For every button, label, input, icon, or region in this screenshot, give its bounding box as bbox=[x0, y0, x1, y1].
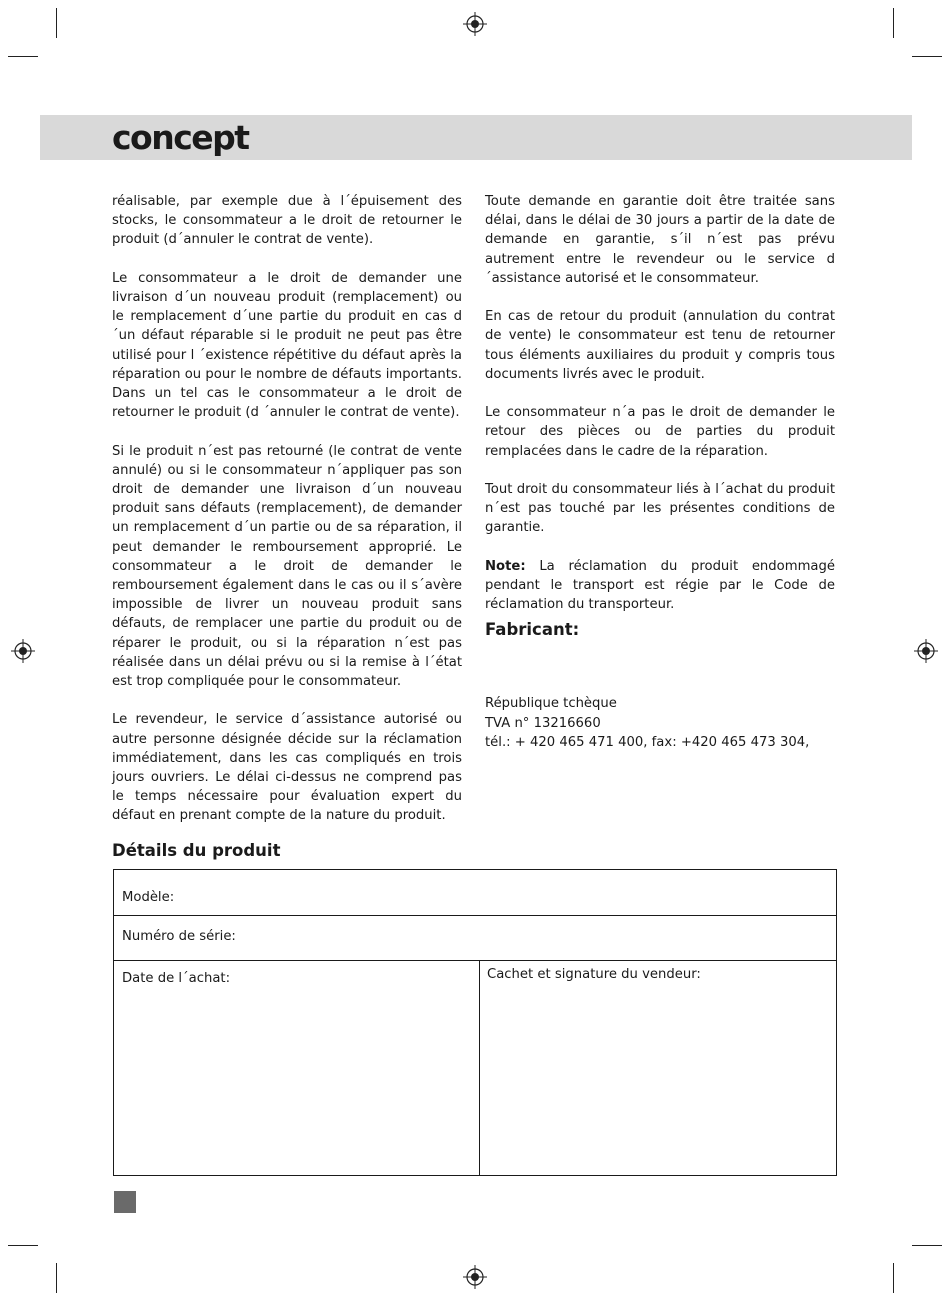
stamp-label: Cachet et signature du vendeur: bbox=[487, 967, 701, 982]
crop-mark bbox=[893, 1263, 894, 1293]
address-vat: TVA n° 13216660 bbox=[485, 715, 601, 731]
paragraph: Le consommateur n´a pas le droit de demander le retour des pièces ou de parties du produit remplacées dans le cadre de la réparation. bbox=[485, 405, 835, 459]
crop-mark bbox=[56, 1263, 57, 1293]
stamp-cell[interactable] bbox=[480, 961, 836, 1175]
registration-mark-icon bbox=[914, 639, 938, 663]
purchase-date-label: Date de l´achat: bbox=[122, 971, 231, 986]
crop-mark bbox=[8, 1245, 38, 1246]
crop-mark bbox=[893, 8, 894, 38]
fabricant-title: Fabricant: bbox=[485, 620, 580, 640]
registration-mark-icon bbox=[11, 639, 35, 663]
product-details-title: Détails du produit bbox=[112, 841, 281, 860]
crop-mark bbox=[912, 1245, 942, 1246]
crop-mark bbox=[8, 56, 38, 57]
serial-label: Numéro de série: bbox=[122, 929, 236, 944]
note-text: La réclamation du produit endommagé pendant le transport est régie par le Code de réclamation du transporteur. bbox=[485, 558, 835, 613]
address-phone: tél.: + 420 465 471 400, fax: +420 465 473 304, bbox=[485, 734, 810, 750]
left-column bbox=[112, 192, 462, 845]
manufacturer-address bbox=[485, 694, 835, 752]
crop-mark bbox=[56, 8, 57, 38]
address-country: République tchèque bbox=[485, 696, 617, 712]
registration-mark-icon bbox=[463, 12, 487, 36]
registration-mark-icon bbox=[463, 1265, 487, 1289]
paragraph: Tout droit du consommateur liés à l´achat du produit n´est pas touché par les présentes conditions de garantie. bbox=[485, 482, 835, 536]
model-label: Modèle: bbox=[122, 890, 175, 905]
paragraph: Le consommateur a le droit de demander une livraison d´un nouveau produit (remplacement) ou le remplacement d´une partie du produit en cas d´un défaut réparable si le produit ne peut pas être utilisé pour l ´existence répétitive du défaut après la réparation ou pour le nombre de défauts importants. Dans un tel cas le consommateur a le droit de retourner le produit (d ´annuler le contrat de vente). bbox=[112, 270, 462, 421]
product-details-table bbox=[113, 869, 837, 1176]
paragraph: Le revendeur, le service d´assistance autorisé ou autre personne désignée décide sur la réclamation immédiatement, dans les cas compliqués en trois jours ouvriers. Le délai ci-dessus ne comprend pas le temps nécessaire pour évaluation expert du défaut en prenant compte de la nature du produit. bbox=[112, 712, 462, 824]
note-label: Note: bbox=[485, 558, 526, 574]
paragraph: réalisable, par exemple due à l´épuisement des stocks, le consommateur a le droit de retourner le produit (d´annuler le contrat de vente). bbox=[112, 194, 462, 248]
right-column bbox=[485, 192, 835, 752]
brand-logo: concept bbox=[112, 118, 249, 157]
paragraph: Toute demande en garantie doit être traitée sans délai, dans le délai de 30 jours a partir de la date de demande en garantie, s´il n´est pas prévu autrement entre le revendeur ou le service d´assistance autorisé et le consommateur. bbox=[485, 194, 835, 286]
model-row[interactable] bbox=[114, 870, 836, 916]
serial-row[interactable] bbox=[114, 916, 836, 961]
page-marker bbox=[114, 1191, 136, 1213]
note-paragraph bbox=[485, 557, 835, 615]
purchase-date-cell[interactable] bbox=[114, 961, 479, 1175]
crop-mark bbox=[912, 56, 942, 57]
paragraph: En cas de retour du produit (annulation du contrat de vente) le consommateur est tenu de retourner tous éléments auxiliaires du produit y compris tous documents livrés avec le produit. bbox=[485, 309, 835, 382]
paragraph: Si le produit n´est pas retourné (le contrat de vente annulé) ou si le consommateur n´appliquer pas son droit de demander une livraison d´un nouveau produit sans défauts (remplacement), de demander un remplacement d´un partie ou de sa réparation, il peut demander le remboursement approprié. Le consommateur a le droit de demander le remboursement également dans le cas ou il s´avère impossible de livrer un nouveau produit sans défauts, de remplacer une partie du produit ou de réparer le produit, ou si la réparation n´est pas réalisée dans un délai prévu ou si la remise à l´état est trop compliquée pour le consommateur. bbox=[112, 443, 462, 690]
